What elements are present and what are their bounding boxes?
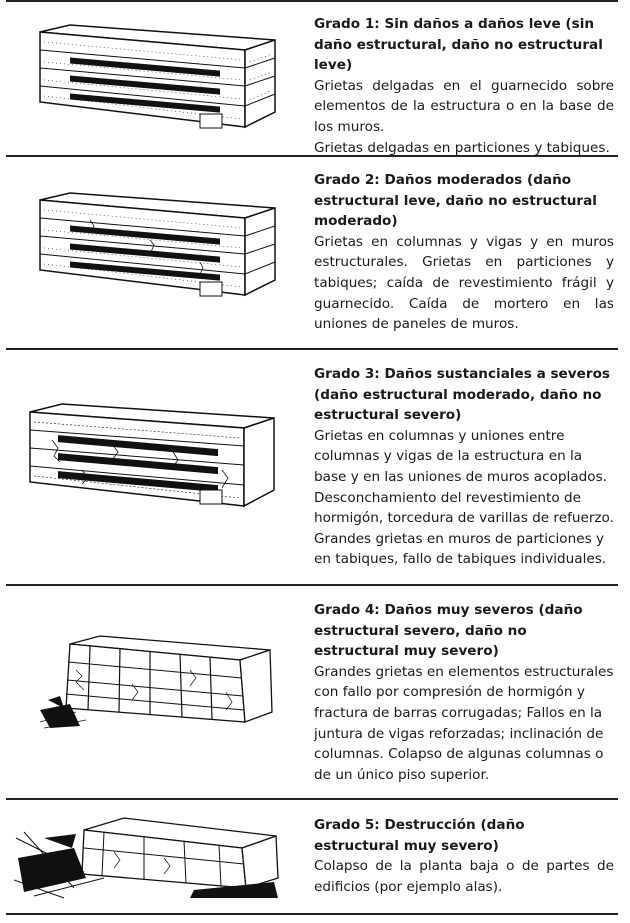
grade-description: Colapso de la planta baja o de partes de edificios (por ejemplo alas). bbox=[314, 858, 614, 895]
building-intact-illustration bbox=[30, 22, 280, 134]
grade-title: Grado 2: Daños moderados (daño estructural leve, daño no estructural moderado) bbox=[314, 172, 597, 230]
building-very-heavy-damage-illustration bbox=[40, 630, 280, 730]
grade-description: Grietas en columnas y vigas y en muros estructurales. Grietas en particiones y tabiques; caída de revestimiento frágil y guarnecido. Caída de mortero en las uniones de paneles de muros. bbox=[314, 233, 614, 333]
grade-description-extra: Grietas delgadas en particiones y tabiques. bbox=[314, 139, 610, 156]
grade-description: Grandes grietas en elementos estructurales con fallo por compresión de hormigón y fractura de barras corrugadas; Fallos en la juntura de vigas reforzadas; inclinación de columnas. Colapso de algunas columnas o de un único piso superior. bbox=[314, 663, 614, 783]
grade-text bbox=[314, 170, 614, 335]
building-substantial-damage-illustration bbox=[22, 400, 282, 512]
grade-description: Grietas en columnas y uniones entre columnas y vigas de la estructura en la base y en las uniones de muros acoplados. Desconchamiento del revestimiento de hormigón, torcedura de varillas de refuerzo. Grandes grietas en muros de particiones y en tabiques, fallo de tabiques individuales. bbox=[314, 427, 614, 568]
grade-title: Grado 1: Sin daños a daños leve (sin daño estructural, daño no estructural leve) bbox=[314, 16, 603, 74]
grade-title: Grado 5: Destrucción (daño estructural muy severo) bbox=[314, 817, 525, 854]
grade-text bbox=[314, 14, 614, 158]
row-divider bbox=[6, 913, 618, 915]
row-divider bbox=[6, 584, 618, 586]
grade-text bbox=[314, 600, 614, 785]
grade-text bbox=[314, 364, 614, 570]
grade-description: Grietas delgadas en el guarnecido sobre elementos de la estructura o en la base de los muros. bbox=[314, 77, 614, 135]
building-minor-cracks-illustration bbox=[30, 190, 280, 302]
building-destruction-illustration bbox=[14, 808, 284, 900]
grade-text bbox=[314, 815, 614, 897]
grade-title: Grado 4: Daños muy severos (daño estructural severo, daño no estructural muy severo) bbox=[314, 602, 583, 660]
row-divider bbox=[6, 348, 618, 350]
row-divider bbox=[6, 0, 618, 2]
grade-title: Grado 3: Daños sustanciales a severos (daño estructural moderado, daño no estructural severo) bbox=[314, 366, 610, 424]
row-divider bbox=[6, 798, 618, 800]
